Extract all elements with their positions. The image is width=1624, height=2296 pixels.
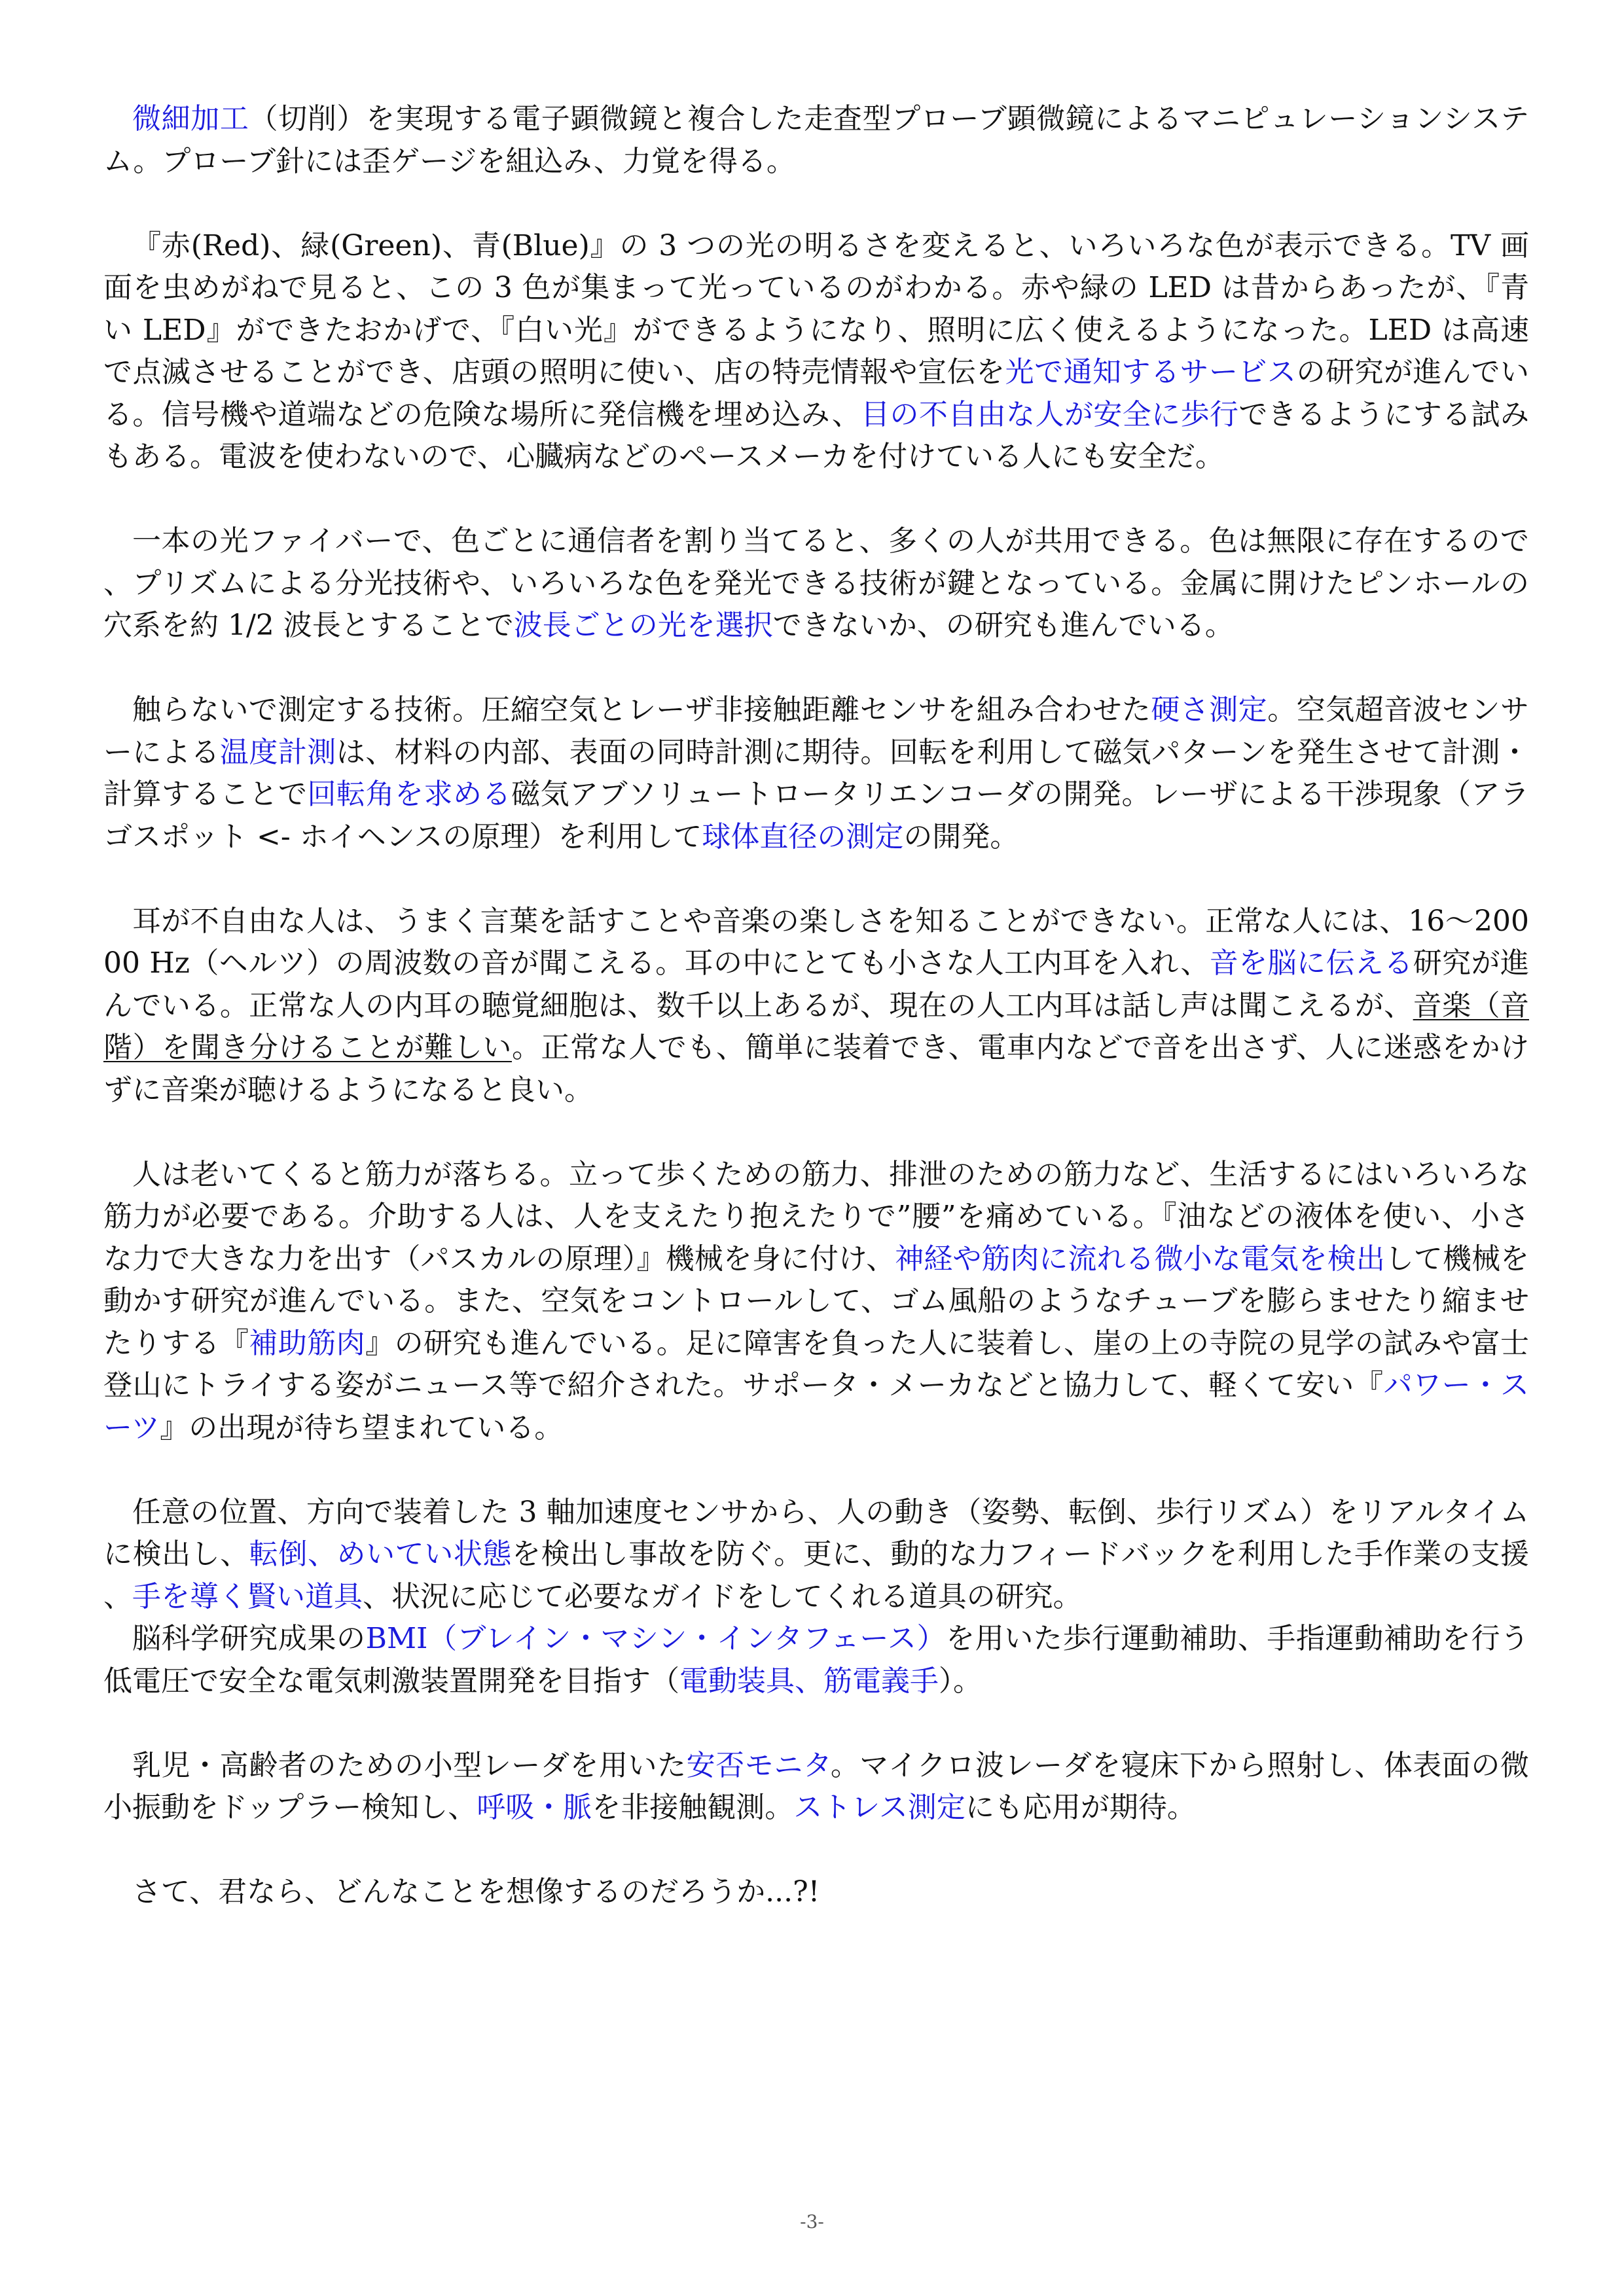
text-run: 研究が進んでいる。正常な人の内耳の聴覚細胞は、数千以上あるが、現在の人工内耳は話し声は聞こえるが、 — [103, 946, 1529, 1022]
highlighted-term: 波長ごとの光を選択 — [513, 609, 773, 642]
highlighted-term: 目の不自由な人が安全に歩行 — [861, 397, 1239, 431]
text-run: 磁気アブソリュートロータリエンコーダの開発。レーザによる干渉現象（アラゴスポット <- ホイヘンスの原理）を利用して — [103, 778, 1530, 853]
highlighted-term: 呼吸・脈 — [477, 1791, 592, 1824]
paragraph-p7 — [103, 1492, 1529, 1619]
text-run: 『赤(Red)、緑(Green)、青(Blue)』の 3 つの光の明るさを変えると、いろいろな色が表示できる。TV 画面を虫めがねで見ると、この 3 色が集まって光っているのがわかる。赤や緑の LED は昔からあったが、『青い LED』ができたおかげで、『白い光』ができるようになり、照明に広く使えるようになった。LED は高速で点滅させることができ、店頭の照明に使い、店の特売情報や宣伝を — [103, 228, 1529, 389]
paragraph-p2 — [103, 225, 1529, 478]
highlighted-term: 温度計測 — [219, 735, 336, 769]
highlighted-term: 神経や筋肉に流れる微小な電気を検出 — [895, 1242, 1385, 1276]
paragraph-p6 — [103, 1154, 1529, 1450]
text-run: を用いた歩行運動補助、手指運動補助を行う低電圧で安全な電気刺激装置開発を目指す（ — [103, 1622, 1530, 1698]
text-run: （切削）を実現する電子顕微鏡と複合した走査型プローブ顕微鏡によるマニピュレーションシステム。プローブ針には歪ゲージを組込み、力覚を得る。 — [103, 102, 1529, 178]
paragraph-p10 — [103, 1871, 1529, 1914]
highlighted-term: 微細加工 — [132, 102, 249, 135]
highlighted-term: パワー・スーツ — [103, 1369, 1529, 1444]
text-run: 。空気超音波センサーによる — [103, 693, 1530, 769]
highlighted-term: 転倒、めいてい状態 — [249, 1537, 512, 1571]
text-run: できないか、の研究も進んでいる。 — [772, 609, 1234, 642]
highlighted-term: ストレス測定 — [793, 1791, 965, 1824]
highlighted-term: 音を脳に伝える — [1209, 946, 1413, 980]
text-run: 人は老いてくると筋力が落ちる。立って歩くための筋力、排泄のための筋力など、生活するにはいろいろな筋力が必要である。介助する人は、人を支えたり抱えたりで”腰”を痛めている。『油などの液体を使い、小さな力で大きな力を出す（パスカルの原理）』機械を身に付け、 — [103, 1157, 1529, 1276]
text-run: 脳科学研究成果の — [132, 1622, 366, 1655]
highlighted-term: 補助筋肉 — [249, 1326, 366, 1360]
highlighted-term: 球体直径の測定 — [702, 819, 904, 853]
highlighted-term: 電動装具、筋電義手 — [679, 1664, 939, 1698]
paragraph-p1 — [103, 98, 1529, 183]
text-run: の開発。 — [903, 819, 1019, 853]
text-run: できるようにする試みもある。電波を使わないので、心臓病などのペースメーカを付けている人にも安全だ。 — [103, 397, 1530, 473]
paragraph-p5 — [103, 901, 1529, 1112]
text-run: 任意の位置、方向で装着した 3 軸加速度センサから、人の動き（姿勢、転倒、歩行リズム）をリアルタイムに検出し、 — [103, 1495, 1529, 1571]
highlighted-term: 硬さ測定 — [1151, 693, 1268, 726]
underlined-phrase: 音楽（音階）を聞き分けることが難しい — [103, 988, 1529, 1064]
page-number: -3- — [800, 2211, 824, 2233]
text-run: 』の出現が待ち望まれている。 — [160, 1410, 564, 1444]
text-run: して機械を動かす研究が進んでいる。また、空気をコントロールして、ゴム風船のようなチューブを膨らませたり縮ませたりする『 — [103, 1242, 1530, 1360]
text-run: 耳が不自由な人は、うまく言葉を話すことや音楽の楽しさを知ることができない。正常な人には、16～20000 Hz（ヘルツ）の周波数の音が聞こえる。耳の中にとても小さな人工内耳を入れ、 — [103, 904, 1529, 980]
paragraph-p8 — [103, 1618, 1529, 1702]
text-run: は、材料の内部、表面の同時計測に期待。回転を利用して磁気パターンを発生させて計測・計算することで — [103, 735, 1529, 811]
highlighted-term: 安否モニタ — [686, 1748, 831, 1782]
highlighted-term: 手を導く賢い道具 — [132, 1579, 363, 1613]
text-run: 乳児・高齢者のための小型レーダを用いた — [132, 1748, 687, 1782]
text-run: 一本の光ファイバーで、色ごとに通信者を割り当てると、多くの人が共用できる。色は無限に存在するので、プリズムによる分光技術や、いろいろな色を発光できる技術が鍵となっている。金属に開けたピンホールの穴系を約 1/2 波長とすることで — [103, 524, 1529, 642]
highlighted-term: 回転角を求める — [307, 778, 512, 811]
text-run: 、状況に応じて必要なガイドをしてくれる道具の研究。 — [363, 1579, 1082, 1613]
document-body — [103, 98, 1529, 1956]
text-run: の研究が進んでいる。信号機や道端などの危険な場所に発信機を埋め込み、 — [103, 355, 1529, 431]
text-run: 。正常な人でも、簡単に装着でき、電車内などで音を出さず、人に迷惑をかけずに音楽が聴けるようになると良い。 — [103, 1031, 1530, 1107]
text-run: を非接触観測。 — [592, 1791, 794, 1824]
paragraph-p3 — [103, 520, 1529, 647]
text-run: にも応用が期待。 — [965, 1791, 1196, 1824]
highlighted-term: 光で通知するサービス — [1005, 355, 1297, 389]
text-run: ）。 — [939, 1664, 982, 1698]
text-run: 』の研究も進んでいる。足に障害を負った人に装着し、崖の上の寺院の見学の試みや富士登山にトライする姿がニュース等で紹介された。サポータ・メーカなどと協力して、軽くて安い『 — [103, 1326, 1530, 1402]
text-run: 。マイクロ波レーダを寝床下から照射し、体表面の微小振動をドップラー検知し、 — [103, 1748, 1529, 1824]
text-run: を検出し事故を防ぐ。更に、動的な力フィードバックを利用した手作業の支援、 — [103, 1537, 1530, 1613]
text-run: さて、君なら、どんなことを想像するのだろうか...?! — [132, 1875, 820, 1909]
highlighted-term: BMI（ブレイン・マシン・インタフェース） — [365, 1622, 947, 1655]
text-run: 触らないで測定する技術。圧縮空気とレーザ非接触距離センサを組み合わせた — [132, 693, 1151, 726]
paragraph-p9 — [103, 1745, 1529, 1829]
paragraph-p4 — [103, 689, 1529, 858]
